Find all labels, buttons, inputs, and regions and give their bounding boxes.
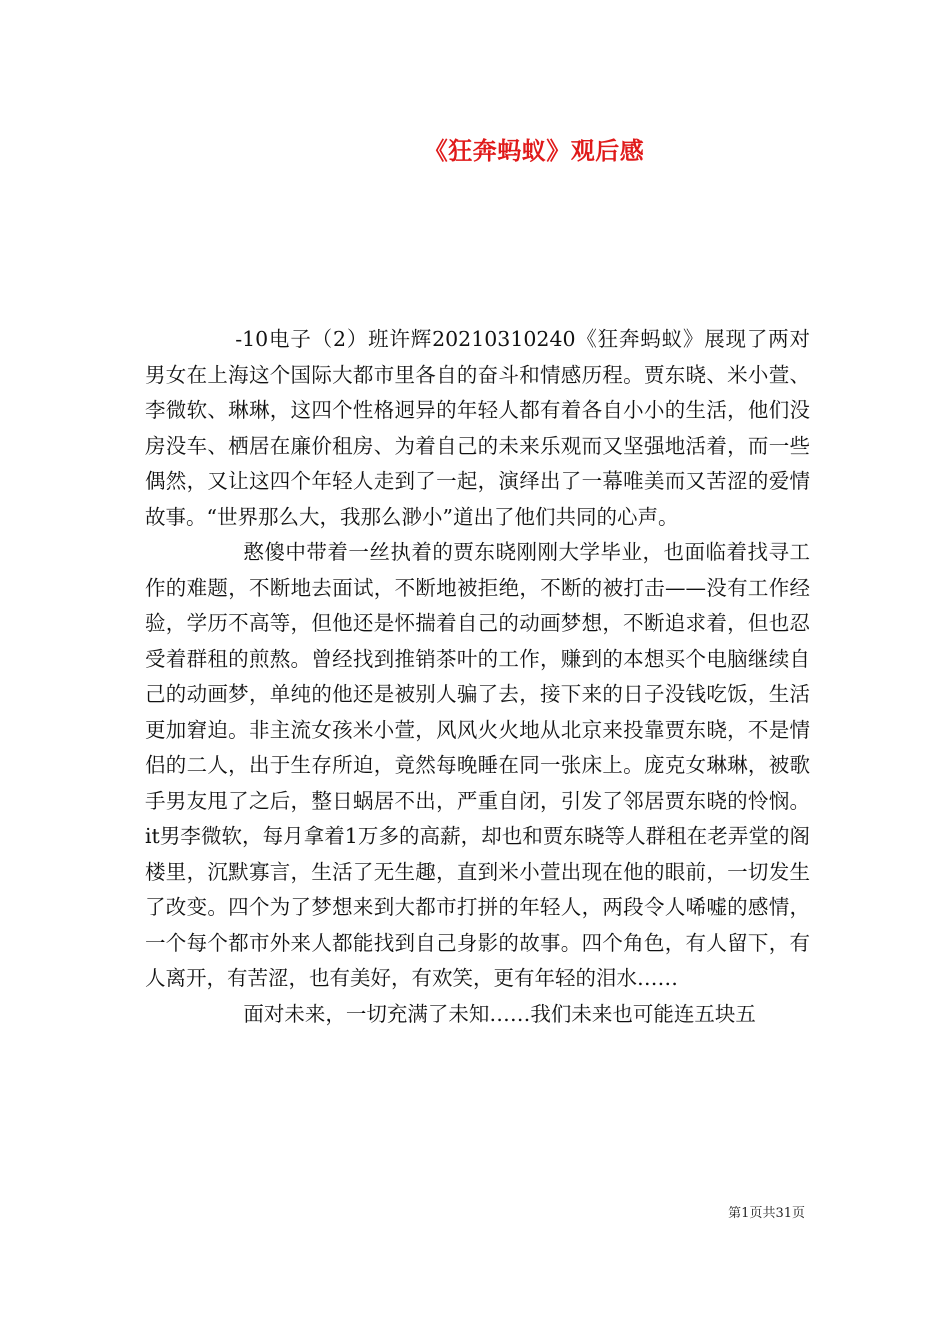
paragraph-3: 面对未来，一切充满了未知……我们未来也可能连五块五 (243, 1001, 756, 1026)
page-number: 第1页共31页 (728, 1206, 805, 1221)
document-title: 《狂奔蚂蚁》观后感 (423, 136, 645, 165)
document-body (145, 322, 810, 1032)
paragraph-1: -10电子（2）班许辉20210310240《狂奔蚂蚁》展现了两对男女在上海这个国际大都市里各自的奋斗和情感历程。贾东晓、米小萱、李微软、琳琳，这四个性格迥异的年轻人都有着各自小小的生活，他们没房没车、栖居在廉价租房、为着自己的未来乐观而又坚强地活着，而一些偶然，又让这四个年轻人走到了一起，演绎出了一幕唯美而又苦涩的爱情故事。“世界那么大，我那么渺小”道出了他们共同的心声。 (145, 327, 810, 529)
paragraph-2: 憨傻中带着一丝执着的贾东晓刚刚大学毕业，也面临着找寻工作的难题，不断地去面试，不断地被拒绝，不断的被打击——没有工作经验，学历不高等，但他还是怀揣着自己的动画梦想，不断追求着，但也忍受着群租的煎熬。曾经找到推销茶叶的工作，赚到的本想买个电脑继续自己的动画梦，单纯的他还是被别人骗了去，接下来的日子没钱吃饭，生活更加窘迫。非主流女孩米小萱，风风火火地从北京来投靠贾东晓，不是情侣的二人，出于生存所迫，竟然每晚睡在同一张床上。庞克女琳琳，被歌手男友甩了之后，整日蜗居不出，严重自闭，引发了邻居贾东晓的怜悯。it男李微软，每月拿着1万多的高薪，却也和贾东晓等人群租在老弄堂的阁楼里，沉默寡言，生活了无生趣，直到米小萱出现在他的眼前，一切发生了改变。四个为了梦想来到大都市打拼的年轻人，两段令人唏嘘的感情，一个每个都市外来人都能找到自己身影的故事。四个角色，有人留下，有人离开，有苦涩，也有美好，有欢笑，更有年轻的泪水…… (145, 540, 810, 990)
